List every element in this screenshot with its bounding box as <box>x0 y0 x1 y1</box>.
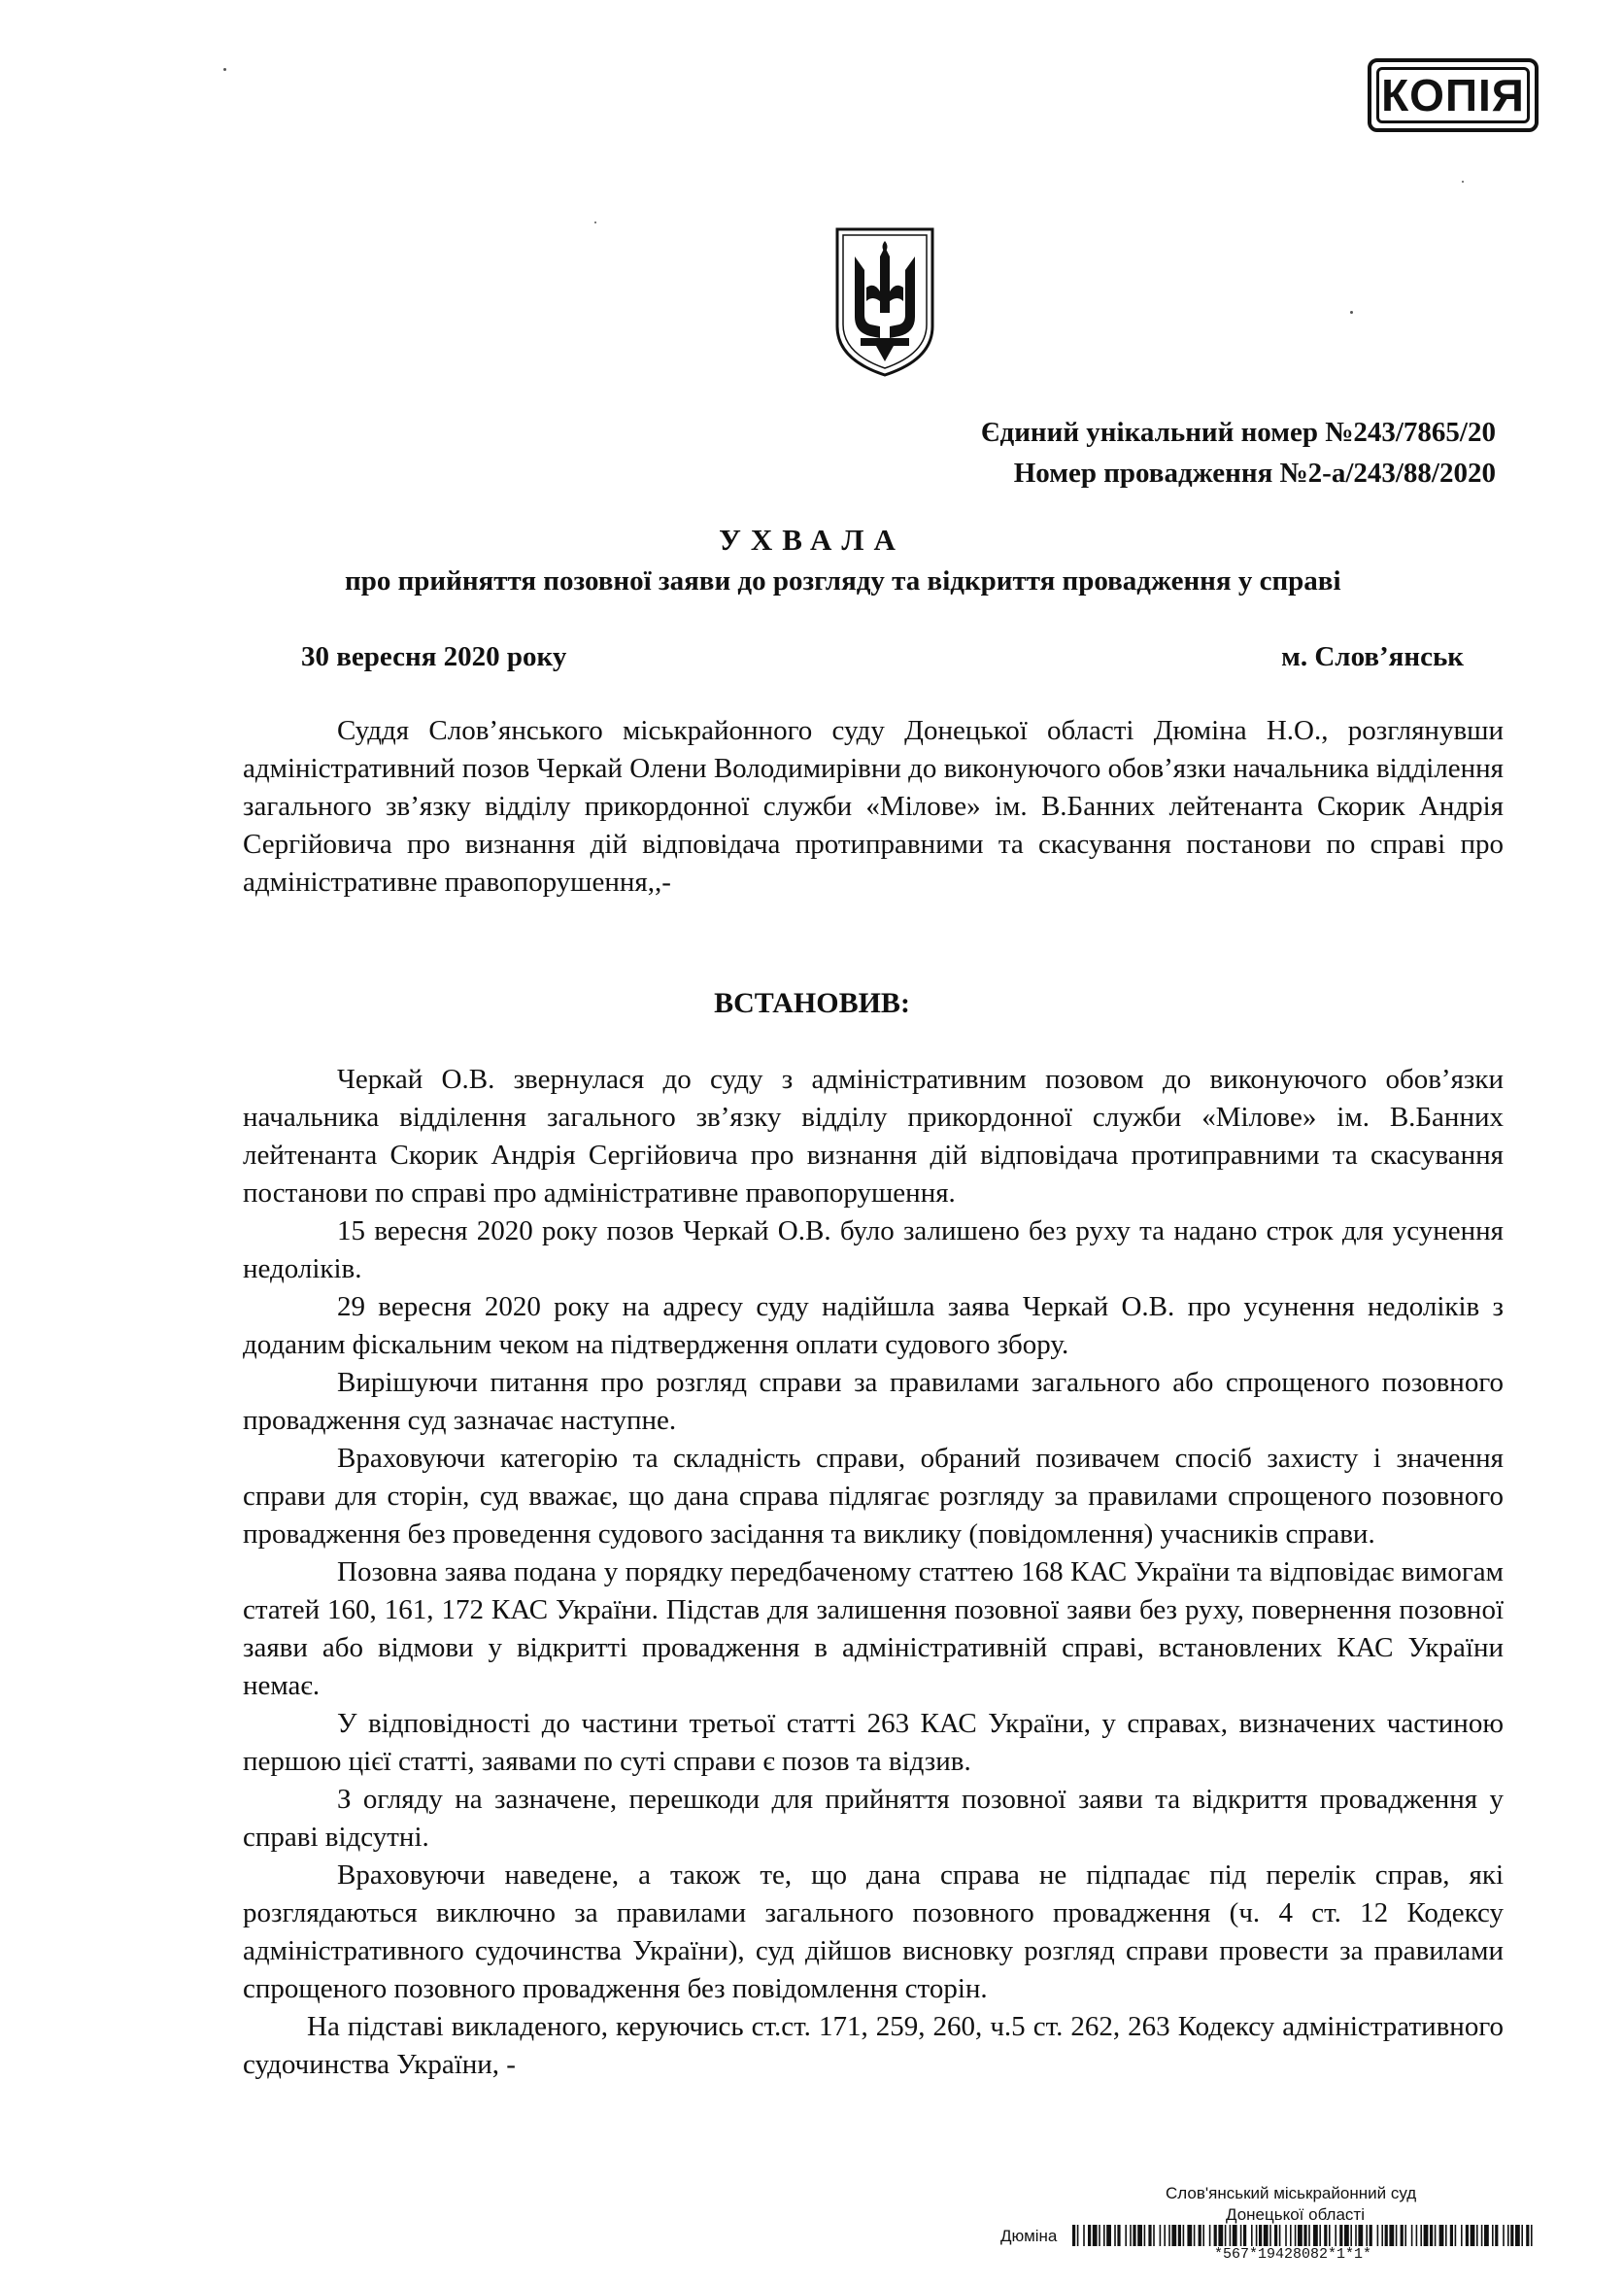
document-title: УХВАЛА <box>719 523 905 557</box>
paragraph: На підставі викладеного, керуючись ст.ст. 171, 259, 260, ч.5 ст. 262, 263 Кодексу адміністративного судочинства України, - <box>243 2011 1504 2080</box>
paragraph: Позовна заява подана у порядку передбаченому статтею 168 КАС України та відповідає вимогам статей 160, 161, 172 КАС України. Підстав для залишення позовної заяви без руху, повернення позовної заяви або відмови у відкритті провадження в адміністративній справі, встановлених КАС України немає. <box>243 1556 1504 1701</box>
document-date: 30 вересня 2020 року <box>301 641 567 672</box>
footer-judge-name: Дюміна <box>1000 2227 1058 2245</box>
document-subtitle: про прийняття позовної заяви до розгляду та відкриття провадження у справі <box>345 565 1341 597</box>
scan-speck <box>594 222 596 223</box>
proceeding-number: Номер провадження №2-а/243/88/2020 <box>1013 458 1496 489</box>
paragraph: З огляду на зазначене, перешкоди для прийняття позовної заяви та відкриття провадження у справі відсутні. <box>243 1784 1504 1853</box>
paragraph: 15 вересня 2020 року позов Черкай О.В. було залишено без руху та надано строк для усунення недоліків. <box>243 1215 1504 1284</box>
intro-block <box>243 712 1504 902</box>
scan-speck <box>1350 311 1353 314</box>
scan-speck <box>1462 181 1464 183</box>
footer-court-region: Донецької області <box>1226 2205 1365 2224</box>
copy-stamp-label: КОПІЯ <box>1381 70 1525 120</box>
paragraph: У відповідності до частини третьої статті 263 КАС України, у справах, визначених частиною першою цієї статті, заявами по суті справи є позов та відзив. <box>243 1708 1504 1777</box>
trident-emblem-icon <box>831 223 938 379</box>
barcode-text: *567*19428082*1*1* <box>1214 2246 1372 2263</box>
paragraph: Вирішуючи питання про розгляд справи за правилами загального або спрощеного позовного провадження суд зазначає наступне. <box>243 1367 1504 1436</box>
body-paragraphs <box>243 1061 1504 2084</box>
paragraph: 29 вересня 2020 року на адресу суду надійшла заява Черкай О.В. про усунення недоліків з доданим фіскальним чеком на підтвердження оплати судового збору. <box>243 1291 1504 1360</box>
section-heading: ВСТАНОВИВ: <box>714 987 910 1019</box>
case-identifiers <box>981 412 1496 494</box>
scan-speck <box>223 68 226 71</box>
paragraph: Черкай О.В. звернулася до суду з адміністративним позовом до виконуючого обов’язки начальника відділення загального зв’язку відділу прикордонної служби «Мілове» ім. В.Банних лейтенанта Скорик Андрія Сергійовича про визнання дій відповідача протиправними та скасування постанови по справі про адміністративне правопорушення. <box>243 1064 1504 1209</box>
footer-court-name: Слов'янський міськрайонний суд <box>1166 2184 1417 2202</box>
copy-stamp <box>1368 58 1539 132</box>
paragraph: Враховуючи наведене, а також те, що дана справа не підпадає під перелік справ, які розглядаються виключно за правилами загального позовного провадження (ч. 4 ст. 12 Кодексу адміністративного судочинства України), суд дійшов висновку розгляд справи провести за правилами спрощеного позовного провадження без повідомлення сторін. <box>243 1859 1504 2004</box>
document-city: м. Слов’янськ <box>1281 641 1464 672</box>
paragraph: Враховуючи категорію та складність справи, обраний позивачем спосіб захисту і значення справи для сторін, суд вважає, що дана справа підлягає розгляду за правилами спрощеного позовного провадження без проведення судового засідання та виклику (повідомлення) учасників справи. <box>243 1443 1504 1550</box>
barcode-icon <box>1072 2225 1537 2246</box>
unique-number: Єдиний унікальний номер №243/7865/20 <box>980 417 1496 448</box>
intro-paragraph: Суддя Слов’янського міськрайонного суду Донецької області Дюміна Н.О., розглянувши адміністративний позов Черкай Олени Володимирівни до виконуючого обов’язки начальника відділення загального зв’язку відділу прикордонної служби «Мілове» ім. В.Банних лейтенанта Скорик Андрія Сергійовича про визнання дій відповідача протиправними та скасування постанови по справі про адміністративне правопорушення,,- <box>243 715 1504 898</box>
